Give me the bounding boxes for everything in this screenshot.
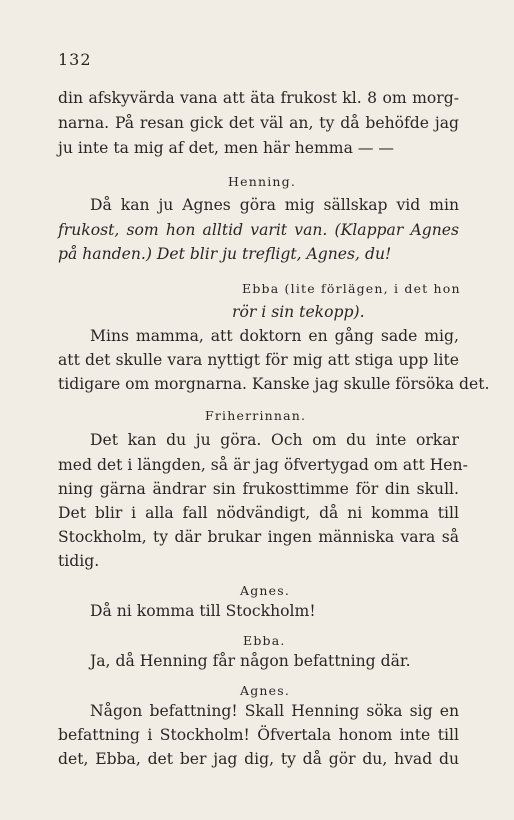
stage-direction-line: frukost, som hon alltid varit van. (Klappar Agnes	[58, 221, 459, 239]
text-line: ju inte ta mig af det, men här hemma — —	[58, 139, 394, 157]
text-line: Mins mamma, att doktorn en gång sade mig,	[90, 327, 459, 345]
text-line: att det skulle vara nyttigt för mig att stiga upp lite	[58, 351, 459, 369]
text-line: med det i längden, så är jag öfvertygad om att Hen-	[58, 456, 468, 474]
speaker-name: Henning.	[228, 174, 297, 189]
speaker-name: Ebba.	[243, 633, 286, 648]
stage-direction-line: på handen.) Det blir ju trefligt, Agnes, du!	[58, 245, 392, 263]
text-line: ning gärna ändrar sin frukosttimme för din skull.	[58, 480, 459, 498]
page-number: 132	[58, 50, 92, 69]
text-line: Då kan ju Agnes göra mig sällskap vid min	[90, 196, 459, 214]
text-line: Ja, då Henning får någon befattning där.	[90, 652, 411, 670]
text-line: Någon befattning! Skall Henning söka sig en	[90, 702, 459, 720]
text-line: Stockholm, ty där brukar ingen människa vara så	[58, 528, 459, 546]
speaker-name: Friherrinnan.	[205, 408, 307, 423]
text-line: tidig.	[58, 552, 100, 570]
text-line: det, Ebba, det ber jag dig, ty då gör du, hvad du	[58, 750, 459, 768]
stage-direction-line: rör i sin tekopp).	[232, 303, 365, 321]
speaker-name: Agnes.	[240, 583, 291, 598]
speaker-name-with-direction: Ebba (lite förlägen, i det hon	[242, 281, 461, 296]
text-line: befattning i Stockholm! Öfvertala honom inte till	[58, 726, 459, 744]
text-line: narna. På resan gick det väl an, ty då behöfde jag	[58, 114, 459, 132]
text-line: din afskyvärda vana att äta frukost kl. 8 om morg-	[58, 89, 459, 107]
text-line: Då ni komma till Stockholm!	[90, 602, 316, 620]
speaker-name: Agnes.	[240, 683, 291, 698]
text-line: Det blir i alla fall nödvändigt, då ni komma till	[58, 504, 459, 522]
text-line: tidigare om morgnarna. Kanske jag skulle försöka det.	[58, 375, 490, 393]
text-line: Det kan du ju göra. Och om du inte orkar	[90, 431, 459, 449]
